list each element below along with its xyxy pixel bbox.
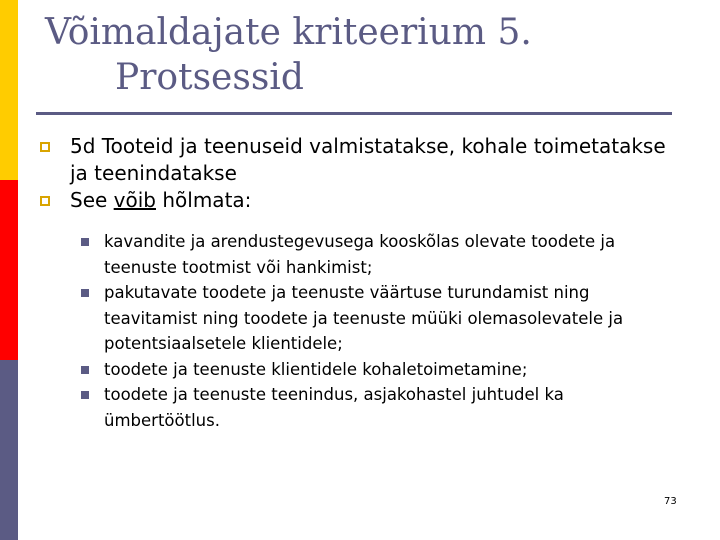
slide-title-line2: Protsessid [115, 57, 304, 98]
sidebar-stripe-blue [0, 360, 18, 540]
sub-bullet-text: pakutavate toodete ja teenuste väärtuse turundamist ning teavitamist ning toodete ja teenuste müüki olemasolevatele ja potentsiaalsetele klientidele; [104, 283, 624, 353]
sub-bullet-text: kavandite ja arendustegevusega kooskõlas olevate toodete ja teenuste tootmist või hankimist; [104, 232, 616, 277]
sub-bullet-item [78, 382, 678, 433]
filled-square-bullet-icon [81, 391, 89, 399]
slide-title-line1: Võimaldajate kriteerium 5. [45, 12, 532, 53]
sidebar-stripe-yellow [0, 0, 18, 180]
sub-bullet-list [78, 229, 678, 433]
sub-bullet-text: toodete ja teenuste teenindus, asjakohastel juhtudel ka ümbertöötlus. [104, 385, 564, 430]
hollow-square-bullet-icon [40, 196, 50, 206]
main-bullet-text: 5d Tooteid ja teenuseid valmistatakse, kohale toimetatakse ja teenindatakse [70, 134, 666, 185]
filled-square-bullet-icon [81, 366, 89, 374]
sub-bullet-item [78, 280, 678, 357]
slide-title [45, 10, 685, 100]
main-bullet-text-after: hõlmata: [156, 188, 252, 212]
sub-bullet-item [78, 357, 678, 383]
title-divider [36, 112, 672, 115]
filled-square-bullet-icon [81, 289, 89, 297]
main-bullet-item [40, 187, 680, 214]
sub-bullet-item [78, 229, 678, 280]
hollow-square-bullet-icon [40, 142, 50, 152]
main-bullet-item [40, 133, 680, 187]
page-number: 73 [664, 496, 677, 507]
filled-square-bullet-icon [81, 238, 89, 246]
main-bullet-list [40, 133, 680, 214]
sidebar-stripe-red [0, 180, 18, 360]
main-bullet-text-underlined: võib [113, 188, 156, 212]
main-bullet-text-before: See [70, 188, 114, 212]
sub-bullet-text: toodete ja teenuste klientidele kohaletoimetamine; [104, 359, 528, 379]
